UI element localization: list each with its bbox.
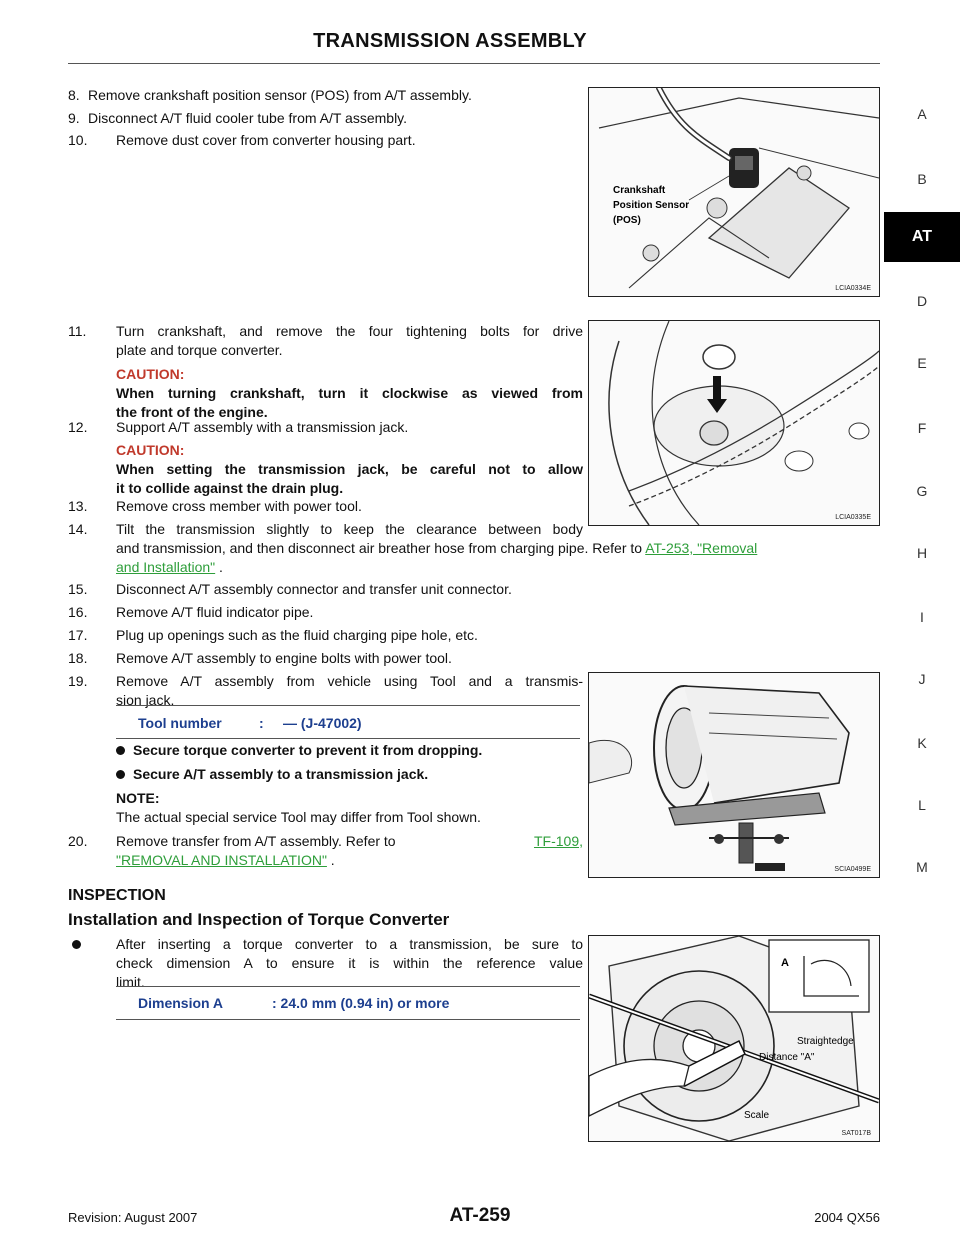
step-number: 19. bbox=[68, 673, 88, 689]
tab-a[interactable]: A bbox=[917, 106, 927, 122]
dimension-rule-bottom bbox=[116, 1019, 580, 1020]
step-number: 8. bbox=[68, 87, 80, 103]
step-number: 9. bbox=[68, 110, 80, 126]
caution-text-line1: When setting the transmission jack, be careful not to allow bbox=[116, 461, 583, 477]
link-removal-and-installation[interactable]: "REMOVAL AND INSTALLATION" bbox=[116, 852, 327, 868]
drive-plate-illustration bbox=[589, 321, 879, 525]
step-text: Disconnect A/T assembly connector and transfer unit connector. bbox=[116, 581, 512, 597]
step-text-line2: and transmission, and then disconnect air breather hose from charging pipe. Refer to AT-253, "Removal bbox=[116, 540, 758, 556]
inspection-text-line3: limit. bbox=[116, 974, 145, 990]
label-a: A bbox=[781, 957, 789, 969]
figure-code: LCIA0334E bbox=[835, 285, 871, 292]
step-number: 10. bbox=[68, 132, 88, 148]
dimension-value: : 24.0 mm (0.94 in) or more bbox=[272, 995, 450, 1011]
step-number: 14. bbox=[68, 521, 88, 537]
caution-text-line2: it to collide against the drain plug. bbox=[116, 480, 344, 496]
figure-code: LCIA0335E bbox=[835, 514, 871, 521]
bullet-secure-assembly: Secure A/T assembly to a transmission jack. bbox=[116, 766, 428, 782]
footer-page-number: AT-259 bbox=[449, 1205, 511, 1226]
tab-g[interactable]: G bbox=[916, 483, 928, 499]
tool-number-sep: : bbox=[259, 715, 264, 731]
label-pos: (POS) bbox=[613, 215, 641, 226]
tab-i[interactable]: I bbox=[920, 609, 924, 625]
tab-h[interactable]: H bbox=[916, 545, 928, 561]
step-number: 15. bbox=[68, 581, 88, 597]
tab-f[interactable]: F bbox=[917, 420, 927, 436]
step-number: 18. bbox=[68, 650, 88, 666]
step-text-line2: plate and torque converter. bbox=[116, 342, 283, 358]
step-text-line2: "REMOVAL AND INSTALLATION" . bbox=[116, 852, 335, 868]
tool-rule-bottom bbox=[116, 738, 580, 739]
bullet-icon bbox=[116, 770, 125, 779]
tab-j[interactable]: J bbox=[918, 671, 926, 687]
bullet-secure-converter: Secure torque converter to prevent it from dropping. bbox=[116, 742, 482, 758]
page-title: TRANSMISSION ASSEMBLY bbox=[313, 30, 587, 52]
step-number: 16. bbox=[68, 604, 88, 620]
tab-k[interactable]: K bbox=[917, 735, 927, 751]
footer-model: 2004 QX56 bbox=[814, 1210, 880, 1225]
note-label: NOTE: bbox=[116, 790, 160, 806]
footer-revision: Revision: August 2007 bbox=[68, 1210, 198, 1225]
dimension-rule-top bbox=[116, 986, 580, 987]
tab-d[interactable]: D bbox=[916, 293, 928, 309]
dimension-label: Dimension A bbox=[138, 995, 224, 1011]
figure-transmission-jack bbox=[588, 672, 880, 878]
tab-e[interactable]: E bbox=[917, 355, 927, 371]
figure-pos-sensor bbox=[588, 87, 880, 297]
step-text: Plug up openings such as the fluid charging pipe hole, etc. bbox=[116, 627, 478, 643]
tab-m[interactable]: M bbox=[916, 859, 928, 875]
link-tf-109[interactable]: TF-109, bbox=[533, 833, 583, 849]
figure-torque-converter bbox=[588, 935, 880, 1142]
step-text-line1: Remove A/T assembly from vehicle using Tool and a transmis- bbox=[116, 673, 583, 689]
label-straightedge: Straightedge bbox=[797, 1036, 854, 1047]
step-text: Remove A/T fluid indicator pipe. bbox=[116, 604, 314, 620]
step-number: 13. bbox=[68, 498, 88, 514]
bullet-icon bbox=[72, 940, 81, 949]
inspection-subheading: Installation and Inspection of Torque Converter bbox=[68, 910, 450, 929]
step-number: 20. bbox=[68, 833, 88, 849]
inspection-heading: INSPECTION bbox=[68, 887, 166, 904]
torque-converter-illustration bbox=[589, 936, 879, 1141]
bullet-icon bbox=[116, 746, 125, 755]
tab-l[interactable]: L bbox=[918, 797, 926, 813]
tool-number-value: — (J-47002) bbox=[283, 715, 362, 731]
step-text-line1: Remove transfer from A/T assembly. Refer to TF-109, bbox=[116, 833, 583, 849]
label-crankshaft: Crankshaft bbox=[613, 185, 666, 196]
caution-text-line2: the front of the engine. bbox=[116, 404, 268, 420]
step-text: Support A/T assembly with a transmission jack. bbox=[116, 419, 409, 435]
note-text: The actual special service Tool may differ from Tool shown. bbox=[116, 809, 481, 825]
inspection-text-line1: After inserting a torque converter to a transmission, be sure to bbox=[116, 936, 583, 952]
caution-label: CAUTION: bbox=[116, 442, 185, 458]
step-text: Remove crankshaft position sensor (POS) from A/T assembly. bbox=[88, 87, 472, 103]
step-text-line3: and Installation" . bbox=[116, 559, 223, 575]
step-text-line2: sion jack. bbox=[116, 692, 175, 708]
step-text-line1: Turn crankshaft, and remove the four tightening bolts for drive bbox=[116, 323, 583, 339]
step-number: 11. bbox=[68, 323, 87, 339]
label-scale: Scale bbox=[744, 1110, 770, 1121]
pos-sensor-illustration bbox=[589, 88, 879, 296]
header-rule bbox=[68, 63, 880, 64]
tab-at-active[interactable]: AT bbox=[884, 212, 960, 262]
caution-label: CAUTION: bbox=[116, 366, 185, 382]
step-number: 17. bbox=[68, 627, 88, 643]
transmission-jack-illustration bbox=[589, 673, 879, 877]
figure-code: SCIA0499E bbox=[834, 866, 871, 873]
tab-b[interactable]: B bbox=[917, 171, 927, 187]
inspection-text-line2: check dimension A to ensure it is within the reference value bbox=[116, 955, 583, 971]
step-text: Remove A/T assembly to engine bolts with power tool. bbox=[116, 650, 452, 666]
figure-code: SAT017B bbox=[841, 1130, 871, 1137]
step-number: 12. bbox=[68, 419, 88, 435]
link-removal-installation[interactable]: and Installation" bbox=[116, 559, 216, 575]
label-distance-a: Distance "A" bbox=[759, 1052, 815, 1063]
caution-text-line1: When turning crankshaft, turn it clockwise as viewed from bbox=[116, 385, 583, 401]
step-text-line1: Tilt the transmission slightly to keep the clearance between body bbox=[116, 521, 583, 537]
figure-drive-plate bbox=[588, 320, 880, 526]
label-position-sensor: Position Sensor bbox=[613, 200, 690, 211]
tool-rule-top bbox=[116, 705, 580, 706]
link-at-253[interactable]: AT-253, "Removal bbox=[645, 540, 758, 556]
step-text: Disconnect A/T fluid cooler tube from A/T assembly. bbox=[88, 110, 408, 126]
step-text: Remove cross member with power tool. bbox=[116, 498, 362, 514]
step-text: Remove dust cover from converter housing part. bbox=[116, 132, 416, 148]
tool-number-label: Tool number bbox=[138, 715, 222, 731]
